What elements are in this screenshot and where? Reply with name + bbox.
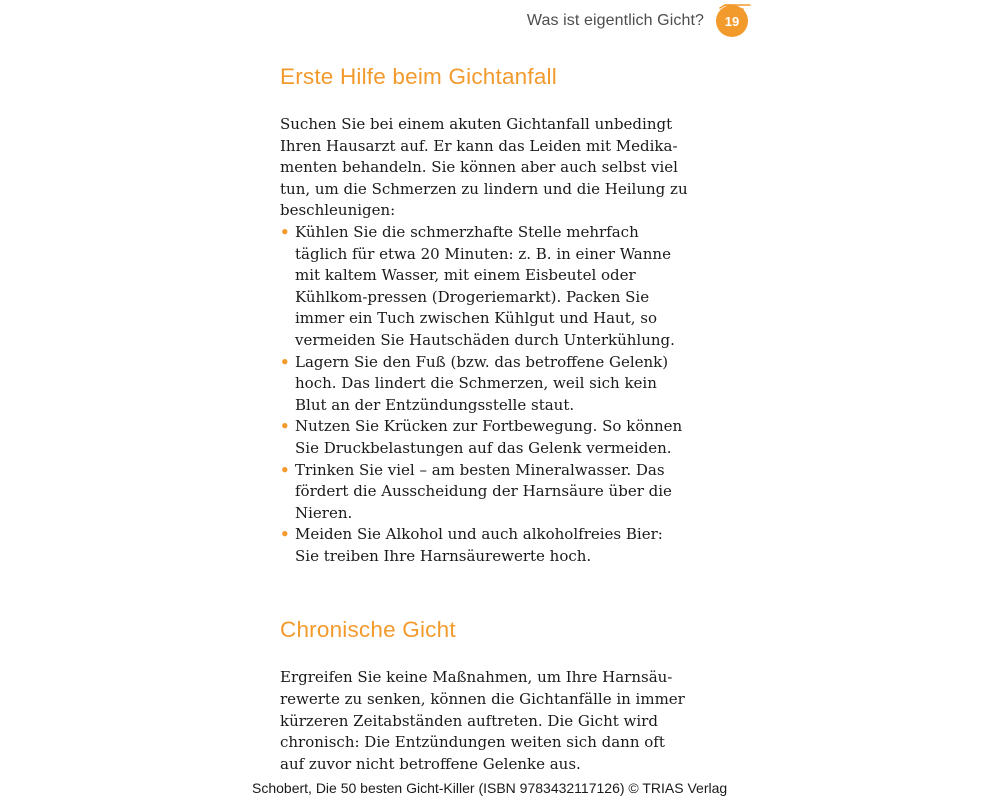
section-title-first-aid: Erste Hilfe beim Gichtanfall	[280, 64, 557, 89]
running-header	[527, 7, 748, 35]
bullet-icon: •	[280, 417, 290, 436]
list-item-text: Lagern Sie den Fuß (bzw. das betroffene Gelenk) hoch. Das lindert die Schmerzen, weil sich kein Blut an der Entzündungsstelle staut.	[295, 352, 669, 414]
tips-list	[280, 222, 690, 568]
list-item-text: Meiden Sie Alkohol und auch alkoholfreies Bier: Sie treiben Ihre Harnsäurewerte hoch.	[295, 525, 663, 565]
list-item	[280, 524, 690, 567]
list-item	[280, 222, 690, 352]
running-title: Was ist eigentlich Gicht?	[526, 12, 704, 29]
pointing-hand-icon	[719, 2, 751, 18]
chronic-paragraph: Ergreifen Sie keine Maßnahmen, um Ihre Harnsäu-rewerte zu senken, können die Gichtanfälle in immer kürzeren Zeitabständen auftreten. Die Gicht wird chronisch: Die Entzündungen weiten sich dann oft auf zuvor nicht betroffene Gelenke aus.	[280, 668, 685, 773]
list-item-text: Nutzen Sie Krücken zur Fortbewegung. So können Sie Druckbelastungen auf das Gelenk vermeiden.	[295, 417, 683, 457]
bullet-icon: •	[280, 525, 290, 544]
intro-paragraph: Suchen Sie bei einem akuten Gichtanfall unbedingt Ihren Hausarzt auf. Er kann das Leiden mit Medika-menten behandeln. Sie können aber auch selbst viel tun, um die Schmerzen zu lindern und die Heilung zu beschleunigen:	[280, 115, 688, 220]
footer-citation: Schobert, Die 50 besten Gicht-Killer (ISBN 9783432117126) © TRIAS Verlag	[252, 780, 728, 796]
bullet-icon: •	[280, 460, 290, 479]
bullet-icon: •	[280, 222, 290, 241]
bullet-icon: •	[280, 352, 290, 371]
list-item	[280, 352, 690, 417]
section-title-chronic: Chronische Gicht	[280, 617, 456, 643]
page-number-badge: 19	[716, 5, 748, 37]
list-item	[280, 416, 690, 459]
list-item-text: Trinken Sie viel – am besten Mineralwasser. Das fördert die Ausscheidung der Harnsäure über die Nieren.	[295, 460, 672, 522]
list-item	[280, 460, 690, 525]
main-content	[280, 64, 690, 775]
list-item-text: Kühlen Sie die schmerzhafte Stelle mehrfach täglich für etwa 20 Minuten: z. B. in einer Wanne mit kaltem Wasser, mit einem Eisbeutel oder Kühlkom-pressen (Drogeriemarkt). Packen Sie immer ein Tuch zwischen Kühlgut und Haut, so vermeiden Sie Hautschäden durch Unterkühlung.	[295, 222, 675, 349]
